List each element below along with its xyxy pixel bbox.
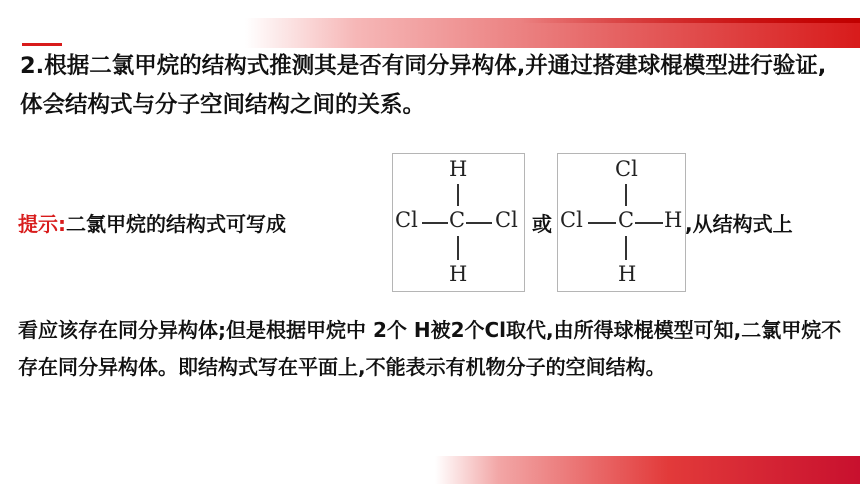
or-word: 或	[532, 212, 552, 236]
structural-formula-2	[557, 153, 686, 292]
bond-right	[466, 222, 492, 224]
question-text: 2.根据二氯甲烷的结构式推测其是否有同分异构体,并通过搭建球棍模型进行验证,体会结构式与分子空间结构之间的关系。	[20, 53, 827, 118]
top-decorative-stripe-dark	[520, 18, 860, 23]
bond-bottom	[457, 236, 459, 260]
hint-tail-text: ,从结构式上	[685, 212, 793, 236]
atom-top: H	[449, 157, 468, 181]
hint-colon: :	[58, 212, 66, 236]
atom-bottom: H	[449, 262, 468, 286]
atom-top: Cl	[615, 157, 638, 181]
atom-left: Cl	[560, 208, 583, 232]
bond-top	[625, 184, 627, 206]
bond-left	[422, 222, 448, 224]
hint-label: 提示	[18, 212, 58, 236]
bond-top	[457, 184, 459, 206]
atom-right: Cl	[495, 208, 518, 232]
bond-bottom	[625, 236, 627, 260]
atom-center: C	[618, 208, 635, 232]
bond-left	[588, 222, 616, 224]
hint-lead-text: 二氯甲烷的结构式可写成	[66, 212, 286, 236]
hint-line	[18, 208, 286, 237]
hint-continuation-text: 看应该存在同分异构体;但是根据甲烷中 2个 H被2个Cl取代,由所得球棍模型可知,二氯甲烷不存在同分异构体。即结构式写在平面上,不能表示有机物分子的空间结构。	[18, 318, 842, 379]
bottom-decorative-stripe	[435, 456, 860, 484]
top-accent-line	[22, 43, 62, 46]
structural-formula-1	[392, 153, 525, 292]
atom-right: H	[664, 208, 683, 232]
bond-right	[635, 222, 663, 224]
atom-bottom: H	[618, 262, 637, 286]
atom-left: Cl	[395, 208, 418, 232]
atom-center: C	[449, 208, 466, 232]
